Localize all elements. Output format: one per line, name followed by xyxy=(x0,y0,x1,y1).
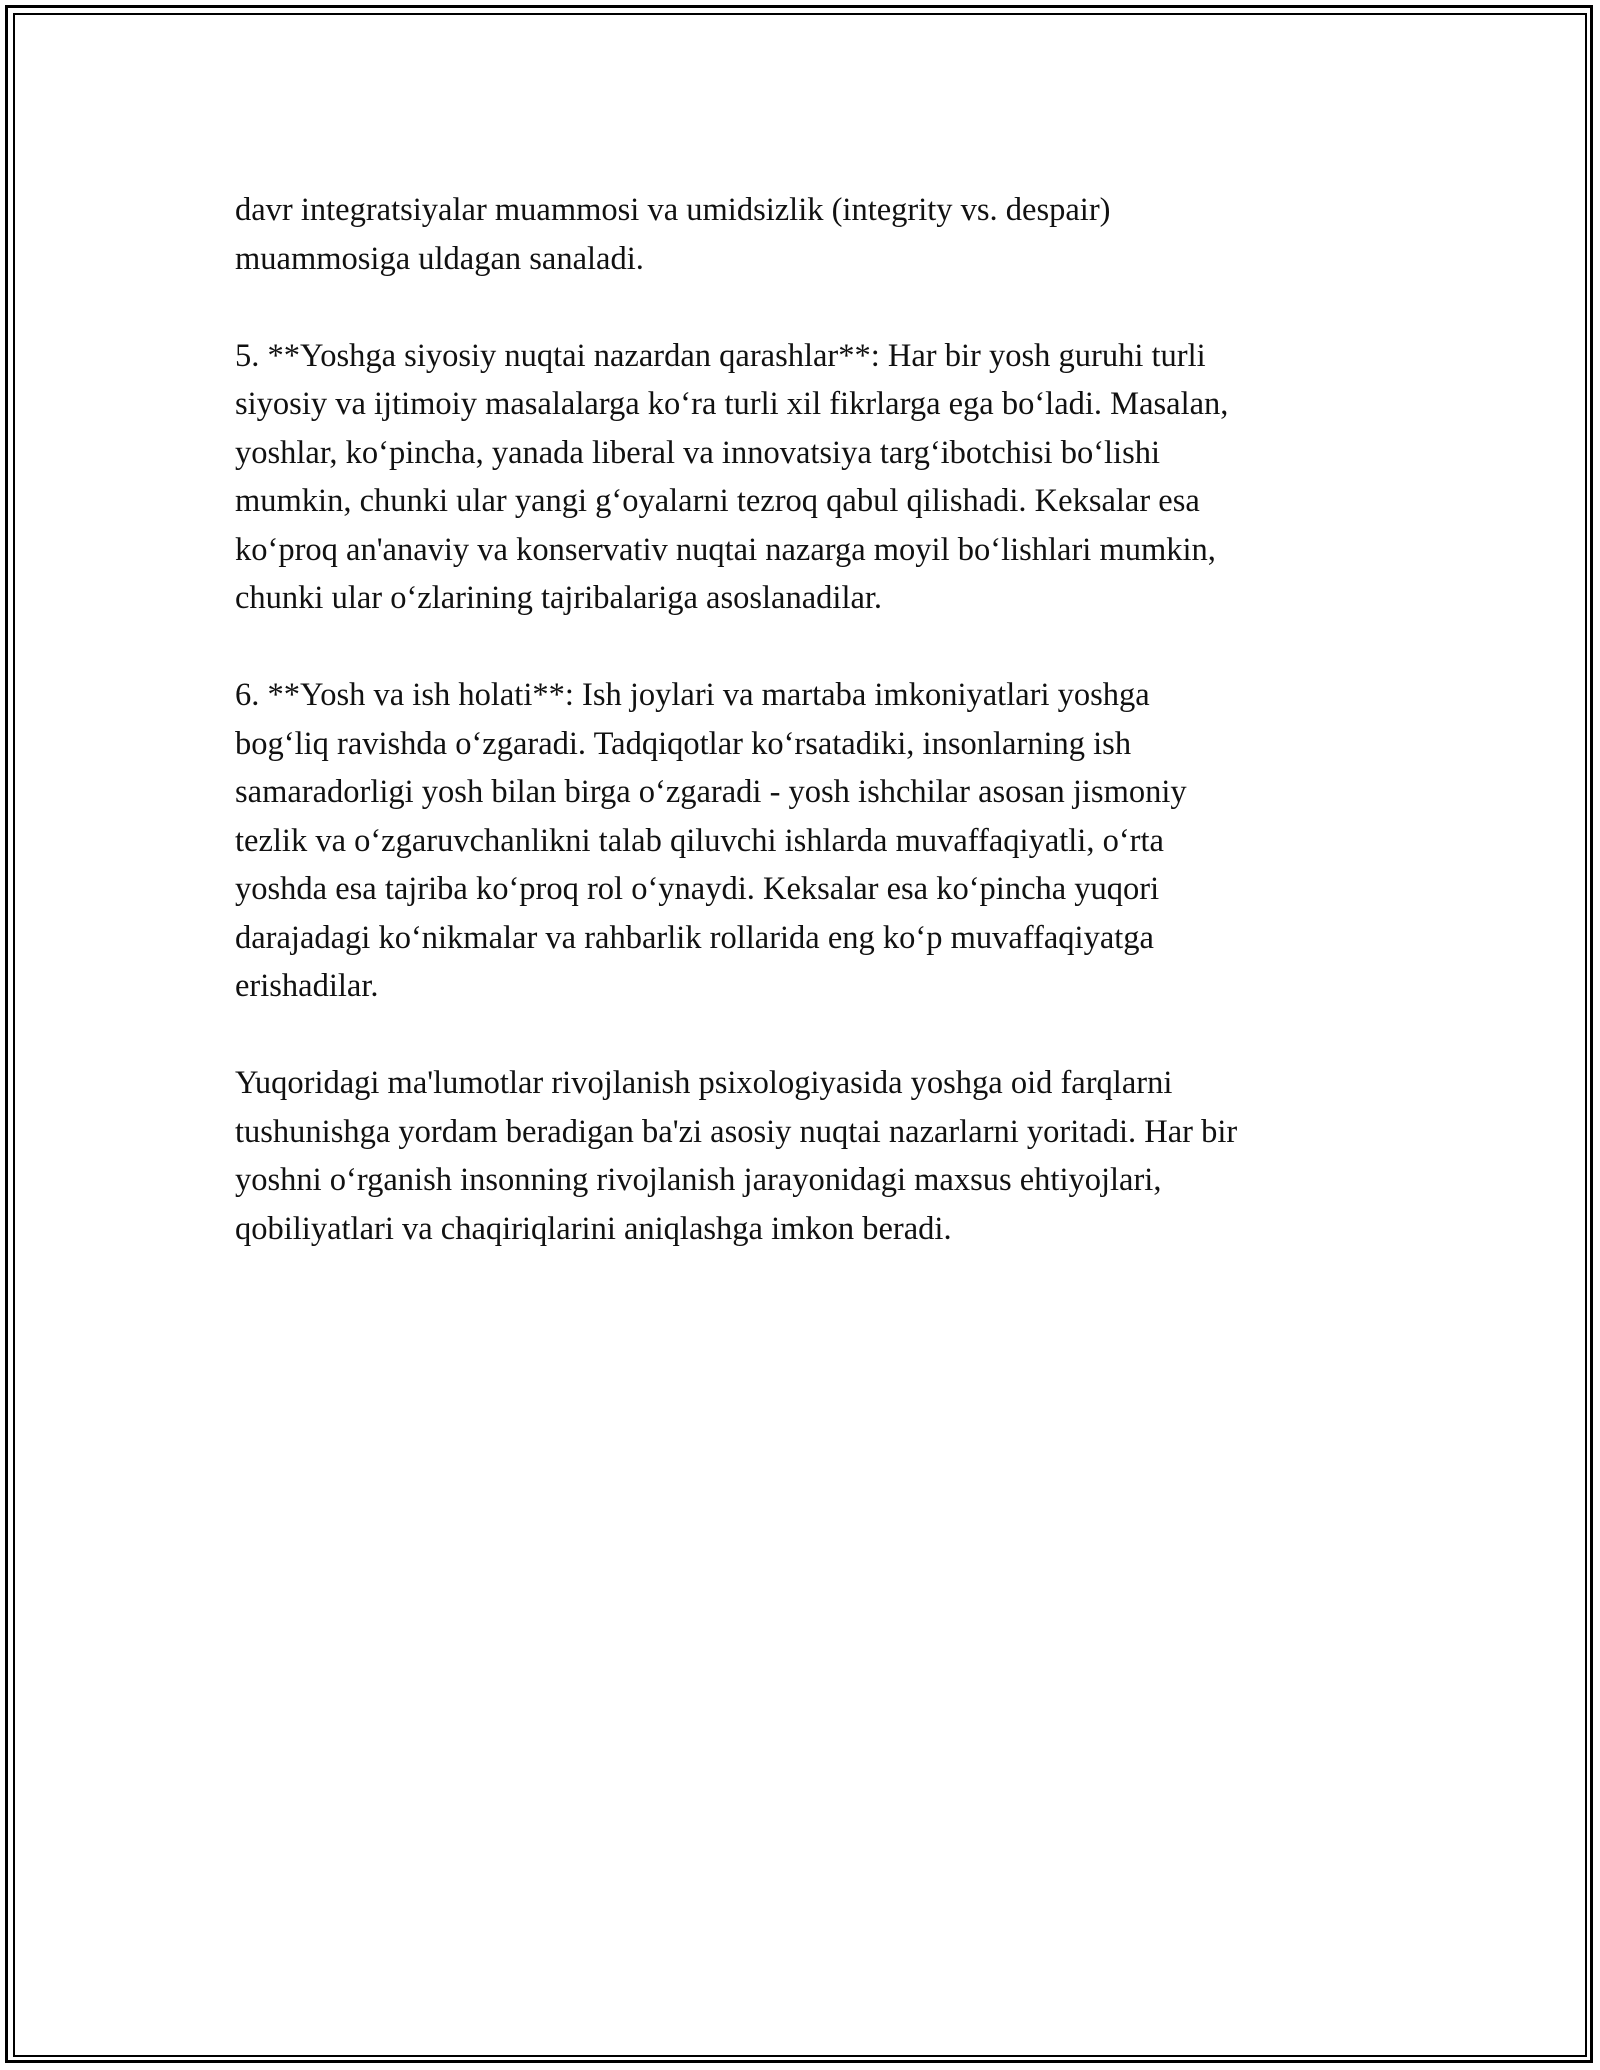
text-line: 5. **Yoshga siyosiy nuqtai nazardan qarashlar**: Har bir yosh guruhi turli xyxy=(235,337,1206,374)
text-line: tushunishga yordam beradigan ba'zi asosiy nuqtai nazarlarni yoritadi. Har bir xyxy=(235,1113,1238,1150)
text-line: siyosiy va ijtimoiy masalalarga koʻra turli xil fikrlarga ega boʻladi. Masalan, xyxy=(235,386,1229,422)
text-line: koʻproq an'anaviy va konservativ nuqtai nazarga moyil boʻlishlari mumkin, xyxy=(235,531,1216,568)
paragraph-erikson-continuation xyxy=(235,186,1385,283)
text-line: davr integratsiyalar muammosi va umidsizlik (integrity vs. despair) xyxy=(235,192,1111,228)
text-line: erishadilar. xyxy=(235,968,379,1004)
paragraph-conclusion xyxy=(235,1059,1385,1253)
text-line: Yuqoridagi ma'lumotlar rivojlanish psixologiyasida yoshga oid farqlarni xyxy=(235,1065,1173,1101)
text-line: darajadagi koʻnikmalar va rahbarlik rollarida eng koʻp muvaffaqiyatga xyxy=(235,919,1154,956)
paragraph-age-and-work xyxy=(235,671,1385,1011)
text-line: yoshda esa tajriba koʻproq rol oʻynaydi. Keksalar esa koʻpincha yuqori xyxy=(235,871,1160,907)
text-line: samaradorligi yosh bilan birga oʻzgaradi - yosh ishchilar asosan jismoniy xyxy=(235,774,1187,810)
text-line: bogʻliq ravishda oʻzgaradi. Tadqiqotlar koʻrsatadiki, insonlarning ish xyxy=(235,725,1132,762)
text-line: yoshni oʻrganish insonning rivojlanish jarayonidagi maxsus ehtiyojlari, xyxy=(235,1162,1162,1198)
text-line: qobiliyatlari va chaqiriqlarini aniqlashga imkon beradi. xyxy=(235,1210,952,1247)
text-line: mumkin, chunki ular yangi gʻoyalarni tezroq qabul qilishadi. Keksalar esa xyxy=(235,483,1200,519)
document-body xyxy=(235,186,1385,1302)
text-line: 6. **Yosh va ish holati**: Ish joylari va martaba imkoniyatlari yoshga xyxy=(235,677,1150,713)
paragraph-political-views xyxy=(235,332,1385,623)
text-line: chunki ular oʻzlarining tajribalariga asoslanadilar. xyxy=(235,580,883,616)
text-line: tezlik va oʻzgaruvchanlikni talab qiluvchi ishlarda muvaffaqiyatli, oʻrta xyxy=(235,822,1164,859)
text-line: muammosiga uldagan sanaladi. xyxy=(235,240,644,277)
text-line: yoshlar, koʻpincha, yanada liberal va innovatsiya targʻibotchisi boʻlishi xyxy=(235,434,1161,471)
